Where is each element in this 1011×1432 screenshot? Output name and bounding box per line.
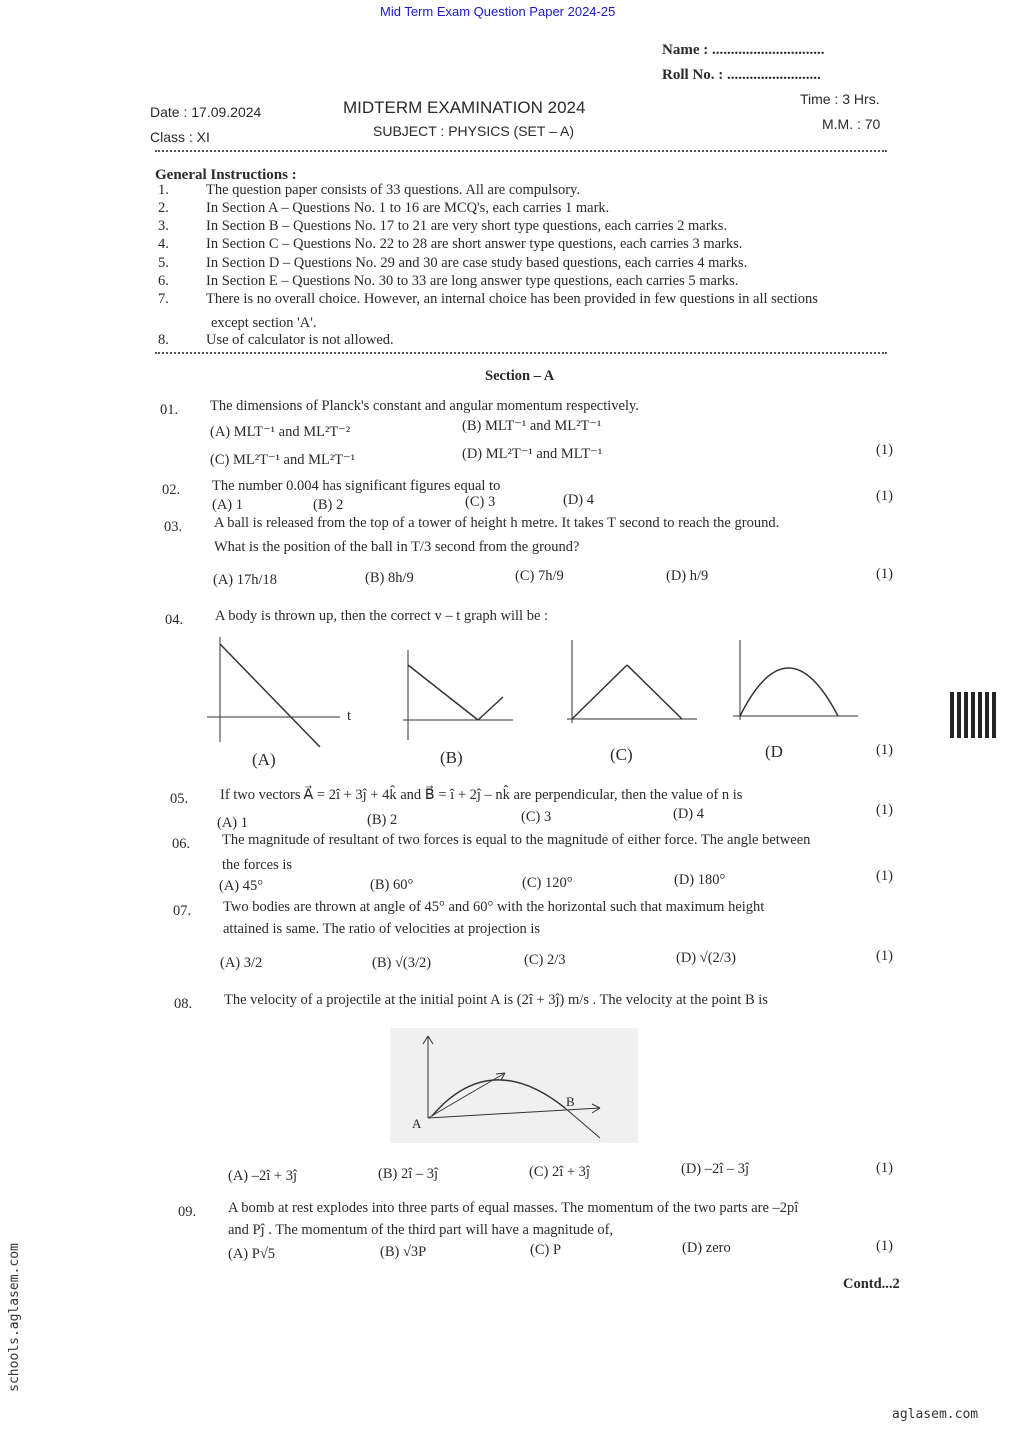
answer-option: (A) 3/2 [220,955,263,971]
question-text: attained is same. The ratio of velocities at projection is [223,921,541,937]
question-number: 03. [164,519,183,535]
answer-option: (C) 2î + 3ĵ [529,1164,590,1180]
question-number: 04. [165,612,184,628]
vt-graph-c [562,635,702,730]
question-marks: (1) [876,488,893,504]
answer-option: (D) zero [682,1240,731,1256]
name-field-label: Name : .............................. [662,42,825,58]
question-text: The dimensions of Planck's constant and angular momentum respectively. [210,398,639,414]
answer-option: (C) 7h/9 [515,568,564,584]
question-text: A body is thrown up, then the correct v – t graph will be : [215,608,549,624]
question-marks: (1) [876,802,893,818]
vt-graph-d [728,640,868,725]
question-marks: (1) [876,742,893,758]
exam-class: Class : XI [150,129,210,145]
instruction-number: 6. [158,273,169,289]
answer-option: (C) 3 [465,494,496,510]
instruction-number: 4. [158,236,169,252]
answer-option: (A) 17h/18 [213,572,278,588]
instruction-text: In Section E – Questions No. 30 to 33 are long answer type questions, each carries 5 marks. [206,273,739,289]
answer-option: (A) 1 [217,815,249,831]
instruction-number: 1. [158,182,169,198]
projectile-figure [390,1028,638,1143]
answer-option: (D) 180° [674,872,726,888]
point-b-label: B [566,1094,575,1109]
answer-option: (C) 3 [521,809,552,825]
instruction-text: Use of calculator is not allowed. [206,332,394,348]
question-number: 07. [173,903,192,919]
answer-option: (A) P√5 [228,1246,276,1262]
question-text: What is the position of the ball in T/3 second from the ground? [214,539,580,555]
question-text: Two bodies are thrown at angle of 45° and 60° with the horizontal such that maximum height [223,899,765,915]
contd-label: Contd...2 [843,1276,900,1292]
instruction-number: 5. [158,255,169,271]
answer-option: (C) ML²T⁻¹ and ML²T⁻¹ [210,452,356,468]
question-text: If two vectors A⃗ = 2î + 3ĵ + 4k̂ and B⃗ = î + 2ĵ – nk̂ are perpendicular, then the value of n is [220,787,743,803]
answer-option: (D) 4 [563,492,595,508]
question-text: A bomb at rest explodes into three parts of equal masses. The momentum of the two parts are –2pî [228,1200,799,1216]
exam-date: Date : 17.09.2024 [150,104,262,120]
question-marks: (1) [876,1160,893,1176]
exam-subject: SUBJECT : PHYSICS (SET – A) [373,123,574,139]
question-text: A ball is released from the top of a tower of height h metre. It takes T second to reach the ground. [214,515,780,531]
exam-time: Time : 3 Hrs. [800,91,880,107]
question-number: 01. [160,402,179,418]
answer-option: (C) [610,745,633,764]
question-marks: (1) [876,1238,893,1254]
answer-option: (D) –2î – 3ĵ [681,1161,750,1177]
answer-option: (B) 2 [367,812,398,828]
instruction-text: except section 'A'. [211,315,317,331]
answer-option: (A) MLT⁻¹ and ML²T⁻² [210,424,351,440]
side-watermark: schools.aglasem.com [6,1243,22,1392]
answer-option: (B) √(3/2) [372,955,432,971]
answer-option: (C) 120° [522,875,573,891]
answer-option: (D [765,742,783,761]
instruction-text: In Section A – Questions No. 1 to 16 are MCQ's, each carries 1 mark. [206,200,610,216]
question-marks: (1) [876,442,893,458]
roll-field-label: Roll No. : ......................... [662,67,821,83]
qr-code [950,692,998,738]
question-text: the forces is [222,857,293,873]
question-text: The number 0.004 has significant figures equal to [212,478,501,494]
instruction-number: 8. [158,332,169,348]
question-text: The magnitude of resultant of two forces is equal to the magnitude of either force. The angle between [222,832,811,848]
answer-option: (D) ML²T⁻¹ and MLT⁻¹ [462,446,603,462]
answer-option: (B) [440,748,463,767]
question-number: 08. [174,996,193,1012]
question-marks: (1) [876,868,893,884]
answer-option: (B) 2 [313,497,344,513]
question-number: 09. [178,1204,197,1220]
instruction-text: In Section B – Questions No. 17 to 21 are very short type questions, each carries 2 marks. [206,218,728,234]
answer-option: (B) 8h/9 [365,570,414,586]
question-marks: (1) [876,948,893,964]
instructions-divider [155,352,887,354]
axis-t-label: t [347,708,352,724]
max-marks: M.M. : 70 [822,116,881,132]
answer-option: (A) 1 [212,497,244,513]
header-divider [155,150,887,152]
answer-option: (A) –2î + 3ĵ [228,1168,297,1184]
question-number: 02. [162,482,181,498]
answer-option: (D) h/9 [666,568,709,584]
answer-option: (C) 2/3 [524,952,566,968]
answer-option: (A) 45° [219,878,264,894]
question-text: and Pĵ . The momentum of the third part will have a magnitude of, [228,1222,614,1238]
instruction-text: In Section D – Questions No. 29 and 30 are case study based questions, each carries 4 marks. [206,255,748,271]
question-text: The velocity of a projectile at the initial point A is (2î + 3ĵ) m/s . The velocity at the point B is [224,992,768,1008]
question-marks: (1) [876,566,893,582]
question-number: 05. [170,791,189,807]
instruction-text: In Section C – Questions No. 22 to 28 are short answer type questions, each carries 3 marks. [206,236,743,252]
section-title: Section – A [485,368,555,384]
exam-title: MIDTERM EXAMINATION 2024 [343,98,586,117]
answer-option: (A) [252,750,276,769]
instruction-number: 7. [158,291,169,307]
instruction-number: 3. [158,218,169,234]
bottom-watermark: aglasem.com [892,1407,979,1422]
instruction-text: The question paper consists of 33 questions. All are compulsory. [206,182,580,198]
answer-option: (B) 60° [370,877,414,893]
page-banner: Mid Term Exam Question Paper 2024-25 [380,4,616,19]
answer-option: (B) MLT⁻¹ and ML²T⁻¹ [462,418,602,434]
answer-option: (D) 4 [673,806,705,822]
point-a-label: A [412,1116,422,1131]
instruction-text: There is no overall choice. However, an internal choice has been provided in few questions in all sections [206,291,818,307]
answer-option: (D) √(2/3) [676,950,736,966]
answer-option: (B) 2î – 3ĵ [378,1166,439,1182]
question-number: 06. [172,836,191,852]
answer-option: (C) P [530,1242,562,1258]
instructions-heading: General Instructions : [155,167,297,183]
answer-option: (B) √3P [380,1244,427,1260]
vt-graph-a [205,632,355,752]
vt-graph-b [398,645,528,745]
instruction-number: 2. [158,200,169,216]
